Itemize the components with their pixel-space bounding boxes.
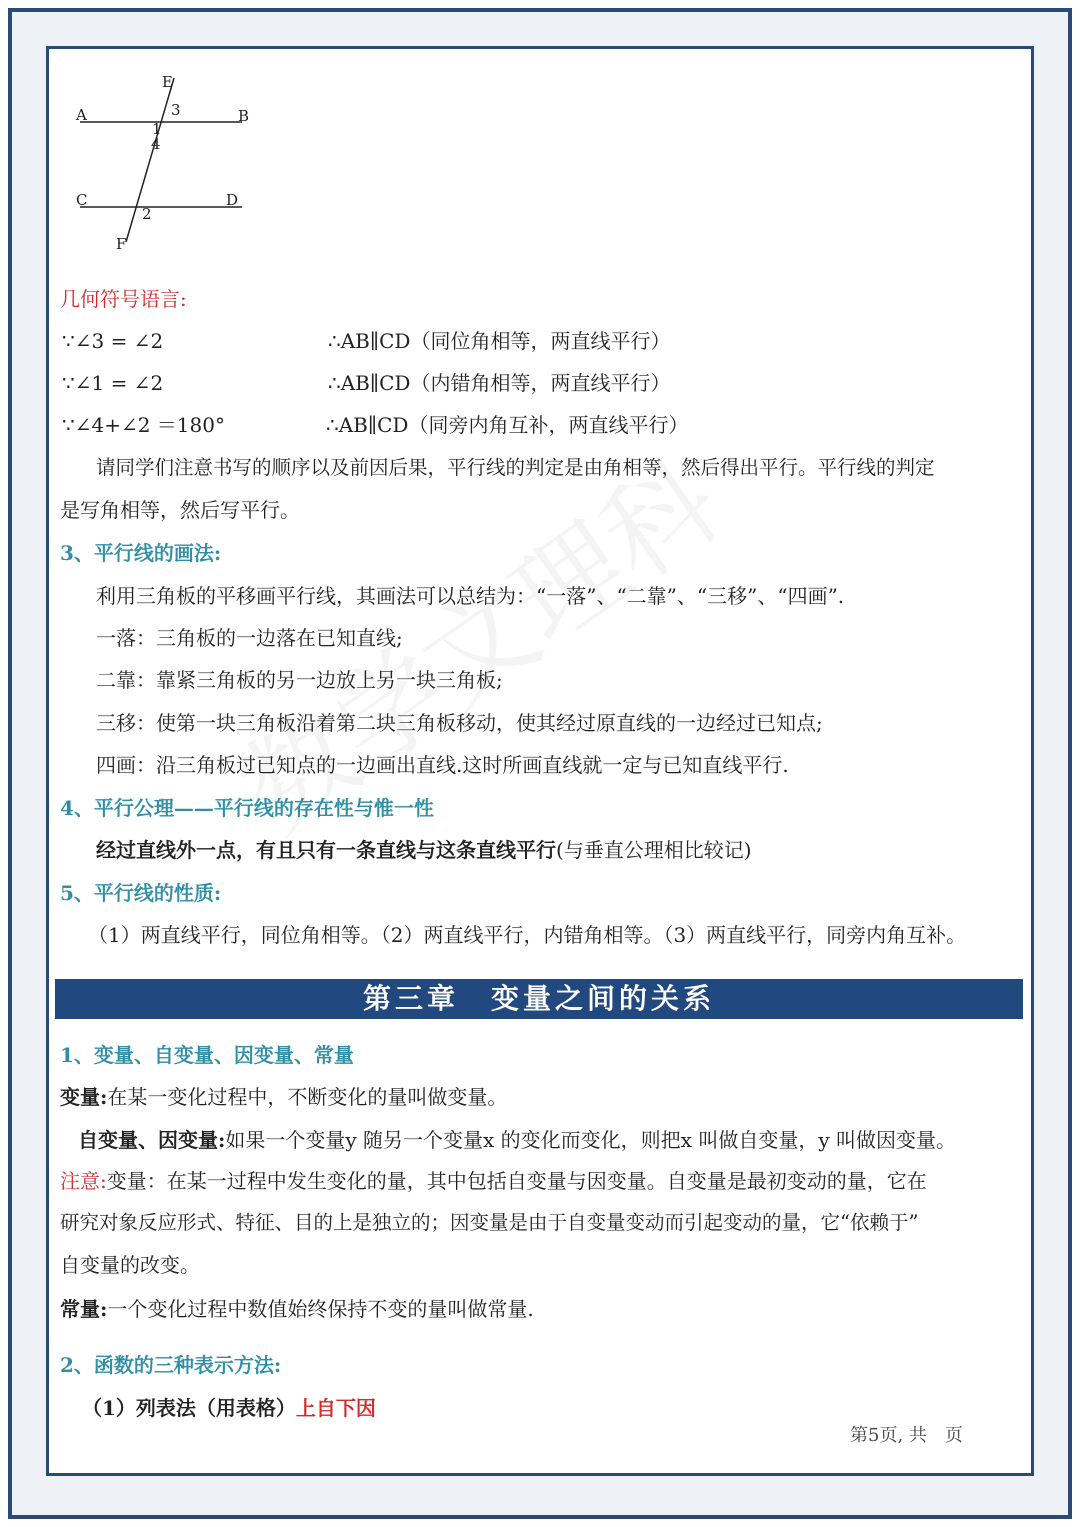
parallel-axiom: 经过直线外一点，有且只有一条直线与这条直线平行 xyxy=(96,838,556,862)
section-3-intro: 利用三角板的平移画平行线，其画法可以总结为：“一落”、“二靠”、“三移”、“四画”. xyxy=(96,584,845,608)
step-2: 二靠：靠紧三角板的另一边放上另一块三角板; xyxy=(96,668,503,692)
label-b: B xyxy=(238,107,250,125)
label-c: C xyxy=(76,191,88,209)
note-paragraph-line-2: 研究对象反应形式、特征、目的上是独立的；因变量是由于自变量变动而引起变动的量，它“依赖于” xyxy=(60,1211,919,1234)
conclusion-3: ∴AB∥CD（同旁内角互补，两直线平行） xyxy=(326,413,689,437)
variable-text: 在某一变化过程中，不断变化的量叫做变量。 xyxy=(107,1085,508,1109)
given-1: ∵∠3 = ∠2 xyxy=(62,329,164,353)
ch3-section-2-heading: 2、函数的三种表示方法: xyxy=(60,1353,282,1377)
section-5-properties: （1）两直线平行，同位角相等。（2）两直线平行，内错角相等。（3）两直线平行，同旁内角互补。 xyxy=(88,923,967,947)
note-text-1: 变量：在某一过程中发生变化的量，其中包括自变量与因变量。自变量是最初变动的量，它在 xyxy=(106,1169,927,1193)
geometry-heading: 几何符号语言: xyxy=(60,287,187,311)
section-4-heading: 4、平行公理——平行线的存在性与惟一性 xyxy=(60,796,434,820)
note-paragraph-line-3: 自变量的改变。 xyxy=(60,1253,200,1277)
given-3: ∵∠4+∠2 ＝180° xyxy=(62,413,225,437)
conclusion-2: ∴AB∥CD（内错角相等，两直线平行） xyxy=(328,371,671,395)
label-f: F xyxy=(116,235,127,253)
step-4: 四画：沿三角板过已知点的一边画出直线.这时所画直线就一定与已知直线平行. xyxy=(96,753,789,777)
note-paragraph-line-1 xyxy=(60,1167,927,1195)
label-angle-1: 1 xyxy=(152,120,162,138)
constant-label: 常量: xyxy=(60,1297,108,1321)
given-2: ∵∠1 = ∠2 xyxy=(62,371,164,395)
label-angle-4: 4 xyxy=(151,135,161,153)
table-method-item xyxy=(82,1394,376,1422)
chapter-title-bar: 第三章 变量之间的关系 xyxy=(55,979,1023,1019)
variable-definition xyxy=(60,1083,507,1111)
step-1: 一落：三角板的一边落在已知直线; xyxy=(96,626,403,650)
step-3: 三移：使第一块三角板沿着第二块三角板移动，使其经过原直线的一边经过已知点; xyxy=(96,711,823,735)
note-line-2: 是写角相等，然后写平行。 xyxy=(60,498,300,522)
label-d: D xyxy=(226,191,239,209)
ch3-section-1-heading: 1、变量、自变量、因变量、常量 xyxy=(60,1043,354,1067)
label-a: A xyxy=(76,106,87,124)
section-5-heading: 5、平行线的性质: xyxy=(60,881,222,905)
label-angle-2: 2 xyxy=(142,205,152,223)
label-angle-3: 3 xyxy=(171,101,181,119)
section-3-heading: 3、平行线的画法: xyxy=(60,541,222,565)
parallel-axiom-note: (与垂直公理相比较记) xyxy=(556,838,752,862)
constant-text: 一个变化过程中数值始终保持不变的量叫做常量. xyxy=(107,1297,534,1321)
page-number: 第5页, 共 页 xyxy=(850,1425,963,1446)
iv-text: 如果一个变量y 随另一个变量x 的变化而变化，则把x 叫做自变量，y 叫做因变量。 xyxy=(225,1128,956,1152)
conclusion-1: ∴AB∥CD（同位角相等，两直线平行） xyxy=(328,329,671,353)
note-label: 注意: xyxy=(60,1169,107,1193)
constant-definition xyxy=(60,1295,534,1323)
label-e: E xyxy=(162,73,173,91)
parallel-lines-diagram xyxy=(70,70,260,260)
table-method-note: 上自下因 xyxy=(295,1396,376,1420)
note-line-1: 请同学们注意书写的顺序以及前因后果，平行线的判定是由角相等，然后得出平行。平行线的判定 xyxy=(96,456,935,479)
iv-label: 自变量、因变量: xyxy=(78,1128,226,1152)
table-method-label: （1）列表法（用表格） xyxy=(82,1396,296,1420)
variable-label: 变量: xyxy=(60,1085,108,1109)
section-4-body xyxy=(96,836,752,864)
independent-dependent-definition xyxy=(78,1126,956,1154)
